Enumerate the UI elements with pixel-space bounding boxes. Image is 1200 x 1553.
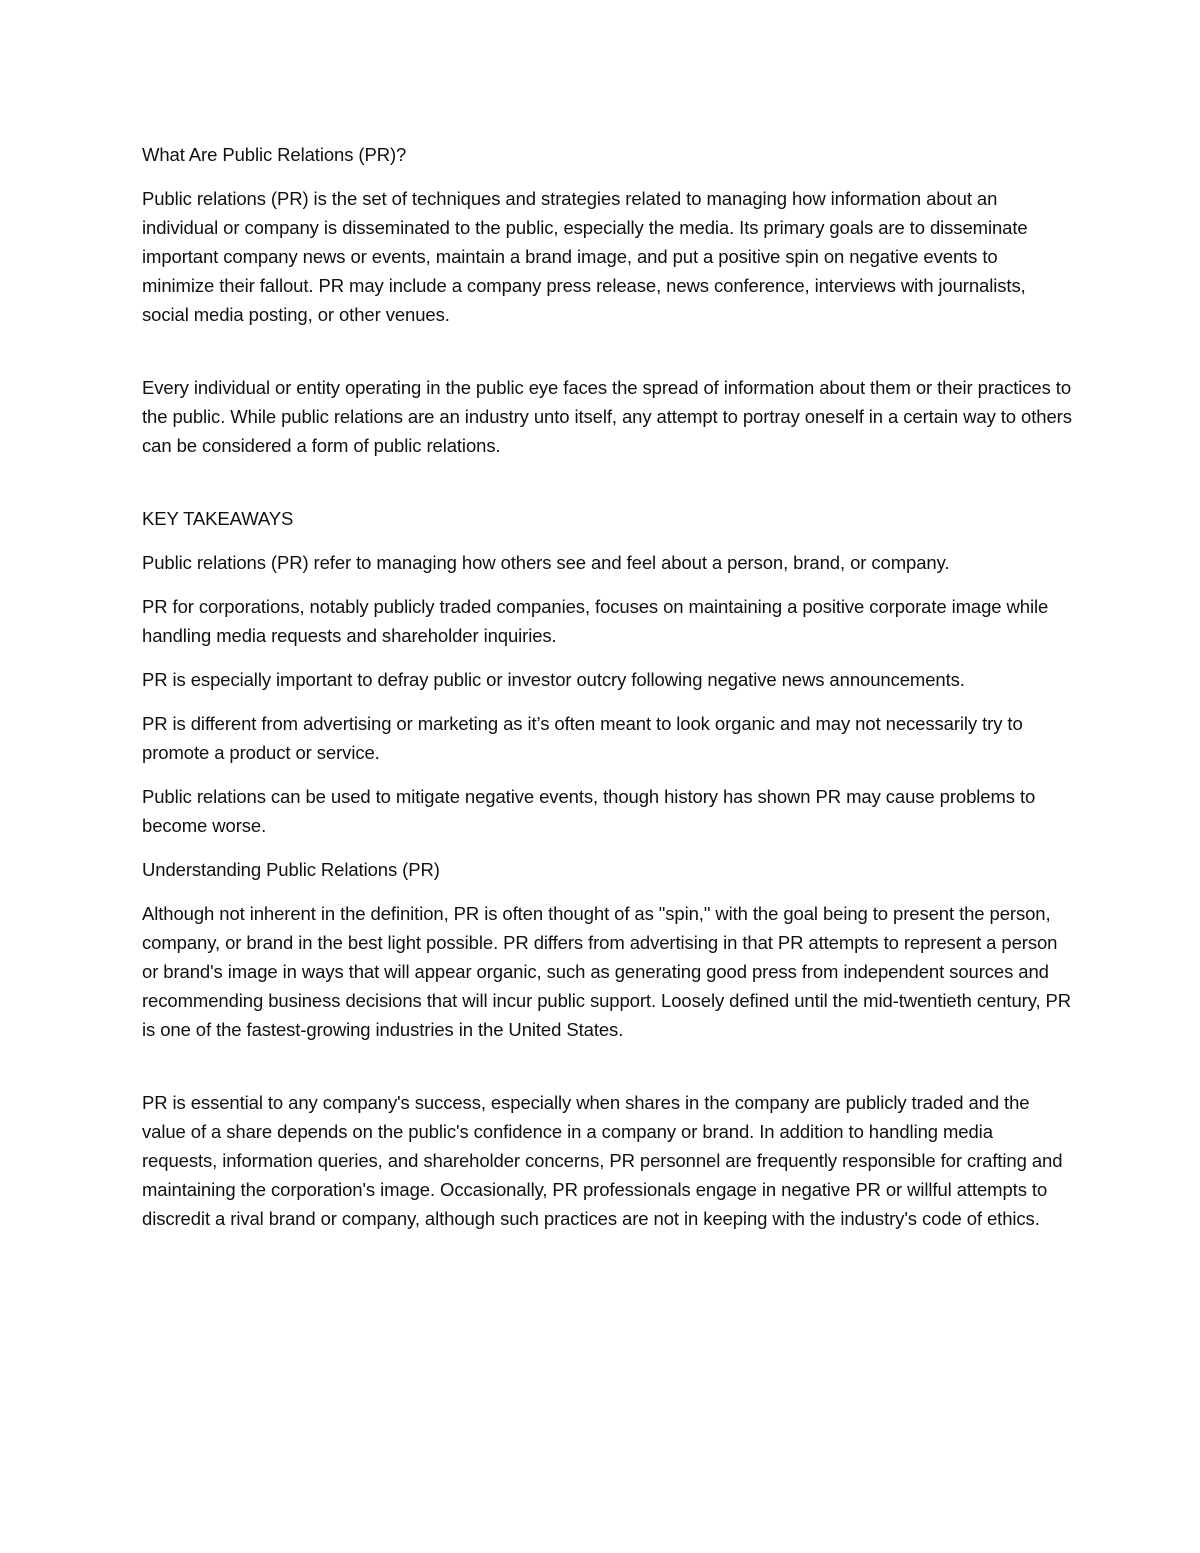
key-takeaways-heading: KEY TAKEAWAYS	[142, 508, 294, 529]
section-paragraph-1: Although not inherent in the definition, PR is often thought of as "spin," with the goal being to present the person, company, or brand in the best light possible. PR differs from advertising in that PR attempts to represent a person or brand's image in ways that will appear organic, such as generating good press from independent sources and recommending business decisions that will incur public support. Loosely defined until the mid-twentieth century, PR is one of the fastest-growing industries in the United States.	[142, 903, 1072, 1040]
takeaway-item: Public relations (PR) refer to managing how others see and feel about a person, brand, or company.	[142, 552, 950, 573]
intro-paragraph-2: Every individual or entity operating in the public eye faces the spread of information about them or their practices to the public. While public relations are an industry unto itself, any attempt to portray oneself in a certain way to others can be considered a form of public relations.	[142, 377, 1072, 456]
section-paragraph-2: PR is essential to any company's success, especially when shares in the company are publicly traded and the value of a share depends on the public's confidence in a company or brand. In addition to handling media requests, information queries, and shareholder concerns, PR personnel are frequently responsible for crafting and maintaining the corporation's image. Occasionally, PR professionals engage in negative PR or willful attempts to discredit a rival brand or company, although such practices are not in keeping with the industry's code of ethics.	[142, 1092, 1063, 1229]
takeaway-item: PR for corporations, notably publicly traded companies, focuses on maintaining a positive corporate image while handling media requests and shareholder inquiries.	[142, 596, 1049, 646]
document-heading: What Are Public Relations (PR)?	[142, 144, 407, 165]
takeaway-item: Public relations can be used to mitigate negative events, though history has shown PR may cause problems to become worse.	[142, 786, 1036, 836]
intro-paragraph-1: Public relations (PR) is the set of techniques and strategies related to managing how information about an individual or company is disseminated to the public, especially the media. Its primary goals are to disseminate important company news or events, maintain a brand image, and put a positive spin on negative events to minimize their fallout. PR may include a company press release, news conference, interviews with journalists, social media posting, or other venues.	[142, 188, 1028, 325]
document-body	[142, 140, 1072, 1248]
section-heading-understanding-pr: Understanding Public Relations (PR)	[142, 859, 440, 880]
takeaway-item: PR is different from advertising or marketing as it’s often meant to look organic and may not necessarily try to promote a product or service.	[142, 713, 1023, 763]
takeaway-item: PR is especially important to defray public or investor outcry following negative news announcements.	[142, 669, 965, 690]
